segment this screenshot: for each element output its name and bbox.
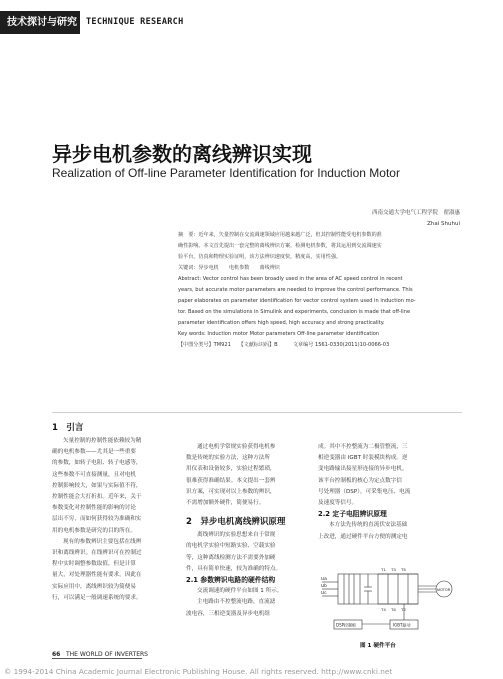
label-uc: Uc: [321, 590, 327, 595]
label-ub: Ub: [321, 583, 327, 588]
body-column-3: [318, 442, 442, 543]
figure-caption: 图 1 硬件平台: [360, 643, 396, 649]
body-line: 控制性能会大打折扣。近年来，关于: [52, 494, 142, 501]
subsection-heading-2-1: 2.1 参数辨识电路的硬件结构: [186, 576, 276, 585]
body-line: 矢量控制的控制性能依赖较为精: [63, 438, 142, 444]
footer-rule: [52, 658, 142, 659]
page-number: 66: [52, 651, 61, 658]
keywords-cn: 关键词：异步电机 电机参数 离线辨识: [178, 265, 280, 271]
body-line: 数是传统的实验方法，这种方法所: [186, 455, 270, 462]
body-line: 识和离线辨识。在线辨识可在控制过: [52, 550, 142, 557]
abstract-cn-line: 摘 要：近年来，矢量控制在交流调速领域应用越来越广泛，但其控制性能受电机参数的准: [178, 232, 382, 238]
label-motor: MOTOR: [437, 588, 451, 592]
body-line: 实际应用中，离线辨识较为简便易: [52, 583, 136, 590]
copyright-notice: © 1994-2014 China Academic Journal Electronic Publishing House. All rights reserved. http://www.cnki.net: [4, 667, 393, 676]
abstract-cn-line: 确性影响。本文首先提出一套完整的离线辨识方案，检测电机参数，将其运用到交流调速实: [178, 243, 382, 249]
body-line: 程中实时调整参数取值，但是计算: [52, 561, 136, 568]
body-line: 很难获得准确结果。本文提出一套辨: [186, 477, 276, 484]
abstract-en-line: years, but accurate motor parameters are needed to improve the control performance. This: [178, 287, 413, 293]
body-line: 行，可以满足一般调速系统的要求。: [52, 594, 142, 601]
body-line: 本方法先传统的直流伏安法基础: [329, 522, 408, 529]
section-divider: [52, 412, 462, 413]
body-column-2: [186, 442, 310, 620]
abstract-en-line: tor. Based on the simulations in Simulink and experiments, conclusion is made that off-line: [178, 309, 411, 315]
label-dsp: DSP控制板: [336, 622, 357, 628]
body-line: 等，这种离线检测方法不需要外加硬: [186, 554, 276, 561]
body-column-1: [52, 421, 176, 604]
body-line: 层出不穷，而如何获得较为准确和实: [52, 516, 142, 523]
body-line: 识方案，可实现对以上参数的辨识，: [186, 488, 276, 495]
body-line: 相逆变器由 IGBT 时装模块构成。逆: [318, 455, 408, 462]
body-line: 的参数，如转子电阻、转子电感等，: [52, 460, 142, 467]
body-line: 离线辨识的实验思想来自于常规: [197, 532, 276, 539]
body-line: 波电容，三相逆变器及异步电机组: [186, 610, 270, 617]
body-line: 成。其中不控整流为二极管整流，三: [318, 444, 408, 450]
hardware-platform-figure: [318, 562, 461, 640]
abstract-en-line: Abstract: Vector control has been broadly used in the area of AC speed control in recent: [178, 276, 403, 282]
label-ua: Ua: [321, 576, 327, 581]
body-line: 量大，对处理器性能有要求，因此在: [52, 572, 142, 579]
label-t5: T5: [401, 567, 406, 572]
column-tag-en: TECHNIQUE RESEARCH: [86, 17, 184, 27]
label-t6: T6: [391, 607, 396, 612]
body-line: 该平台控制板的核心为定点数字信: [318, 477, 402, 484]
body-line: 参数变化对控制性能的影响的讨论: [52, 505, 136, 512]
author-en: Zhai Shuhui: [427, 221, 460, 227]
body-line: 交流调速的硬件平台如图 1 所示。: [197, 588, 283, 595]
affiliation-author: 西南交通大学电气工程学院 翟淑惠: [371, 210, 460, 216]
body-line: 通过电机学常规实验获得电机参: [197, 444, 276, 450]
column-tag: 技术探讨与研究: [0, 11, 80, 34]
body-line: 用仪表和设备较多，实验过程繁琐，: [186, 466, 276, 473]
body-line: 的电机学实验中短路实验、空载实验: [186, 543, 276, 550]
classification-line: 【中图分类号】TM921 【文献标识码】B 文章编号 1561-0330(2011)10-0066-03: [178, 342, 390, 348]
body-line: 及速度等信号。: [318, 500, 358, 507]
label-t2: T2: [401, 607, 406, 612]
body-line: 号处理器（DSP），可采集电压、电流: [318, 488, 411, 495]
body-line: 主电路由不控整流电路，直流滤: [197, 599, 276, 606]
body-line: 件，具有简单快速，较为准确的特点。: [186, 565, 282, 572]
body-line: 变电路输出接星形连接的异步电机。: [318, 466, 408, 473]
abstract-en-line: parameter identification offers high speed, high accuracy and strong practicality.: [178, 320, 385, 326]
section-heading-2: 2 异步电机离线辨识原理: [186, 517, 286, 528]
body-line: 确的电机参数——尤其是一些重要: [52, 449, 136, 456]
abstract-en-line: paper elaborates on parameter identification for vector control system used in induction mo-: [178, 298, 416, 304]
label-t1: T1: [381, 567, 386, 572]
magazine-name: THE WORLD OF INVERTERS: [66, 651, 148, 658]
abstract-cn-line: 验平台，仿真和物理实验证明，该方法辨识速度快，精度高，实用性强。: [178, 254, 342, 260]
subsection-heading-2-2: 2.2 定子电阻辨识原理: [318, 510, 387, 519]
label-igbt: IGBT驱动: [393, 622, 411, 628]
front-matter: [178, 208, 460, 351]
body-line: 现有的参数辨识主要包括在线辨: [63, 538, 142, 545]
body-line: 不需增加额外硬件，简便易行。: [186, 500, 265, 507]
paper-title-cn: 异步电机参数的离线辨识实现: [52, 142, 312, 166]
keywords-en: Key words: Induction motor Motor parameters Off-line parameter identification: [178, 331, 380, 337]
label-t4: T4: [381, 607, 386, 612]
section-heading-1: 1 引言: [52, 423, 84, 433]
body-line: 控制影响较大，如果与实际值不符，: [52, 482, 142, 489]
label-t3: T3: [391, 567, 396, 572]
body-line: 这些参数不可直接测量，且对电机: [52, 471, 136, 478]
body-line: 用的电机参数是研究的目的所在。: [52, 527, 136, 534]
paper-title-en: Realization of Off-line Parameter Identification for Induction Motor: [52, 166, 400, 180]
body-line: 上改进，通过硬件平台方便的测定电: [318, 533, 408, 540]
